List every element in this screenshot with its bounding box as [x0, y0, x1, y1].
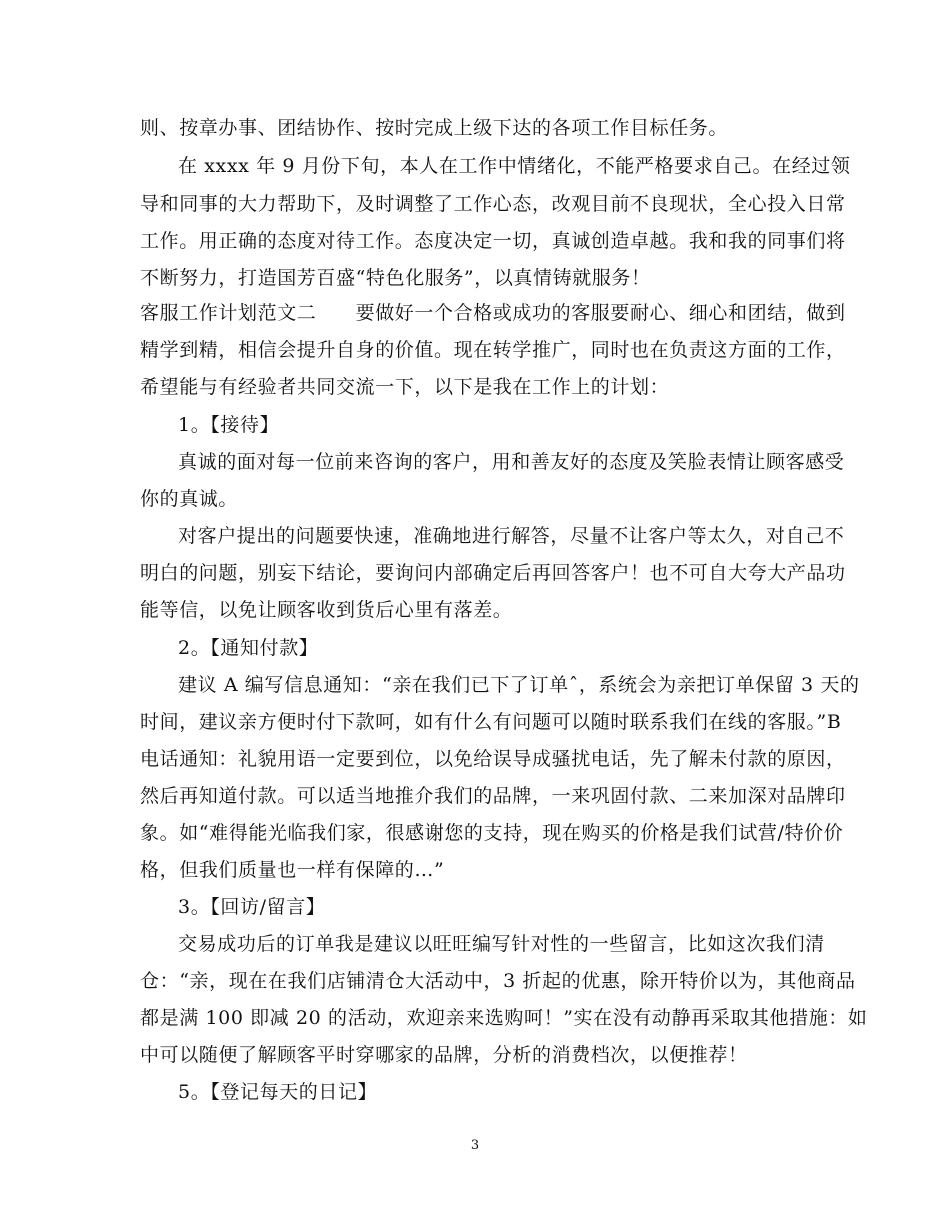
list-heading: 1。【接待】 [178, 414, 280, 436]
text-line: 交易成功后的订单我是建议以旺旺编写针对性的一些留言，比如这次我们清 [178, 933, 825, 955]
list-heading: 2。【通知付款】 [178, 637, 319, 659]
text-line: 精学到精，相信会提升自身的价值。现在转学推广，同时也在负责这方面的工作， [140, 339, 846, 361]
text-line: 都是满 100 即减 20 的活动，欢迎亲来选购呵！”实在没有动静再采取其他措施：如 [140, 1007, 868, 1029]
text-line: 象。如“难得能光临我们家，很感谢您的支持，现在购买的价格是我们试营/特价价 [140, 822, 844, 844]
text-line: 中可以随便了解顾客平时穿哪家的品牌，分析的消费档次，以便推荐！ [140, 1044, 748, 1066]
text-line: 希望能与有经验者共同交流一下，以下是我在工作上的计划： [140, 376, 670, 398]
text-line: 你的真诚。 [140, 488, 239, 510]
text-line: 然后再知道付款。可以适当地推介我们的品牌，一来巩固付款、二来加深对品牌印 [140, 785, 846, 807]
list-heading: 3。【回访/留言】 [178, 896, 326, 918]
text-line: 真诚的面对每一位前来咨询的客户，用和善友好的态度及笑脸表情让顾客感受 [178, 451, 845, 473]
text-line: 对客户提出的问题要快速，准确地进行解答，尽量不让客户等太久，对自己不 [178, 525, 845, 547]
text-line: 能等信，以免让顾客收到货后心里有落差。 [140, 599, 513, 621]
text-line: 电话通知：礼貌用语一定要到位，以免给误导成骚扰电话，先了解未付款的原因， [140, 748, 846, 770]
text-line: 格，但我们质量也一样有保障的…” [140, 859, 445, 881]
text-line: 工作。用正确的态度对待工作。态度决定一切，真诚创造卓越。我和我的同事们将 [140, 230, 846, 252]
list-heading: 5。【登记每天的日记】 [178, 1081, 378, 1103]
text-line: 建议 A 编写信息通知：“亲在我们已下了订单ˆ，系统会为亲把订单保留 3 天的 [178, 674, 860, 696]
page-number: 3 [470, 1138, 480, 1153]
text-line: 则、按章办事、团结协作、按时完成上级下达的各项工作目标任务。 [140, 117, 729, 139]
text-line: 不断努力，打造国芳百盛“特色化服务”，以真情铸就服务！ [140, 267, 651, 289]
text-line: 仓：“亲，现在在我们店铺清仓大活动中，3 折起的优惠，除开特价以为，其他商品 [140, 970, 856, 992]
text-line: 时间，建议亲方便时付下款呵，如有什么有问题可以随时联系我们在线的客服。”B [140, 711, 842, 733]
text-line: 客服工作计划范文二 要做好一个合格或成功的客服要耐心、细心和团结，做到 [140, 302, 846, 324]
text-line: 在 xxxx 年 9 月份下旬，本人在工作中情绪化，不能严格要求自己。在经过领 [178, 155, 851, 177]
text-line: 明白的问题，别妄下结论，要询问内部确定后再回答客户！也不可自大夸大产品功 [140, 562, 846, 584]
text-line: 导和同事的大力帮助下，及时调整了工作心态，改观目前不良现状，全心投入日常 [140, 193, 846, 215]
